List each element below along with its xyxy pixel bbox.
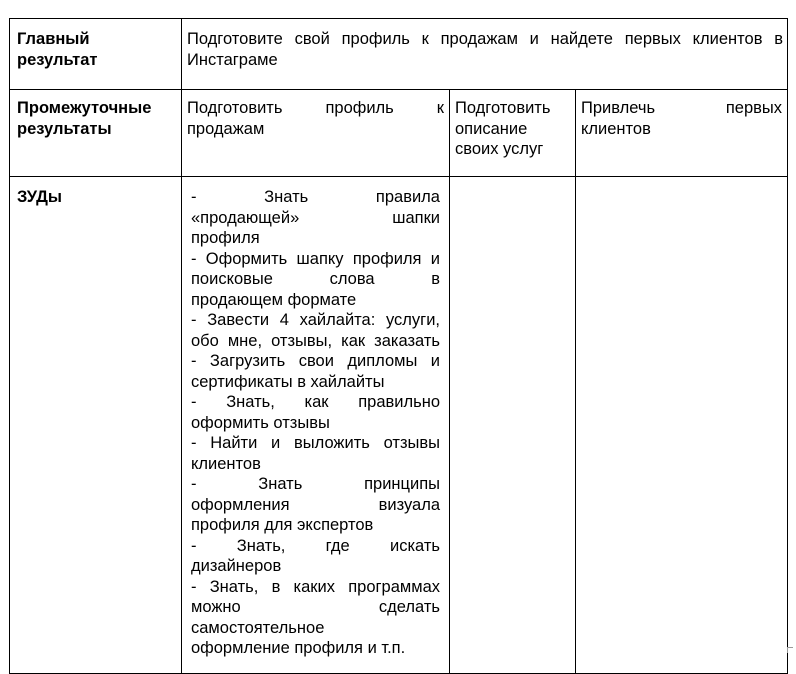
- zud-line: оформить отзывы: [191, 413, 330, 432]
- learning-plan-table: [9, 18, 788, 674]
- main-result-text: [182, 19, 788, 90]
- corner-mark: [787, 647, 793, 653]
- label-line: Главный: [17, 30, 90, 48]
- zud-list: [182, 177, 450, 674]
- text-line: клиентов: [581, 119, 651, 138]
- zud-cell-empty-3: [576, 177, 788, 674]
- zud-line: - Найти и выложить отзывы: [191, 434, 440, 452]
- zud-line: сертификаты в хайлайты: [191, 372, 385, 391]
- label-line: Промежуточные: [17, 99, 152, 117]
- intermediate-results-label: [10, 90, 182, 177]
- text-line: Подготовить профиль к: [187, 99, 444, 117]
- zud-line: профиля для экспертов: [191, 516, 374, 534]
- text-line: описание: [455, 119, 528, 138]
- zud-line: - Знать, где искать: [191, 536, 440, 555]
- zud-line: оформления визуала: [191, 495, 440, 514]
- zud-line: - Знать, как правильно: [191, 393, 440, 411]
- label-line: результаты: [17, 119, 112, 138]
- zud-line: профиля: [191, 229, 260, 247]
- zud-line: - Знать принципы: [191, 475, 440, 493]
- zud-line: - Загрузить свои дипломы и: [191, 352, 440, 370]
- zud-cell-empty-2: [450, 177, 576, 674]
- zud-line: можно сделать: [191, 598, 440, 616]
- zud-line: дизайнеров: [191, 557, 282, 575]
- zud-line: «продающей» шапки: [191, 208, 440, 227]
- zud-line: клиентов: [191, 454, 261, 473]
- zud-line: - Знать, в каких программах: [191, 577, 440, 596]
- intermediate-results-row: [10, 90, 788, 177]
- zud-line: обо мне, отзывы, как заказать: [191, 331, 440, 350]
- main-result-label: [10, 19, 182, 90]
- text-line: своих услуг: [455, 140, 544, 158]
- zud-line: самостоятельное: [191, 618, 325, 637]
- intermediate-result-1: [182, 90, 450, 177]
- intermediate-result-3: [576, 90, 788, 177]
- intermediate-result-2: [450, 90, 576, 177]
- label-line: результат: [17, 50, 98, 69]
- text-line: продажам: [187, 119, 265, 138]
- text-line: Привлечь первых: [581, 99, 782, 117]
- zud-row: [10, 177, 788, 674]
- main-result-row: [10, 19, 788, 90]
- text-line: Подготовить: [455, 99, 551, 117]
- zud-line: продающем формате: [191, 290, 357, 309]
- zud-line: - Завести 4 хайлайта: услуги,: [191, 311, 440, 329]
- zud-line: - Оформить шапку профиля и: [191, 249, 440, 268]
- text-line: Подготовите свой профиль к продажам и найдете первых клиентов в: [187, 30, 783, 48]
- zud-line: - Знать правила: [191, 188, 440, 206]
- zud-label: ЗУДы: [10, 177, 182, 674]
- zud-line: поисковые слова в: [191, 270, 440, 288]
- text-line: Инстаграме: [187, 50, 278, 69]
- zud-line: оформление профиля и т.п.: [191, 639, 406, 657]
